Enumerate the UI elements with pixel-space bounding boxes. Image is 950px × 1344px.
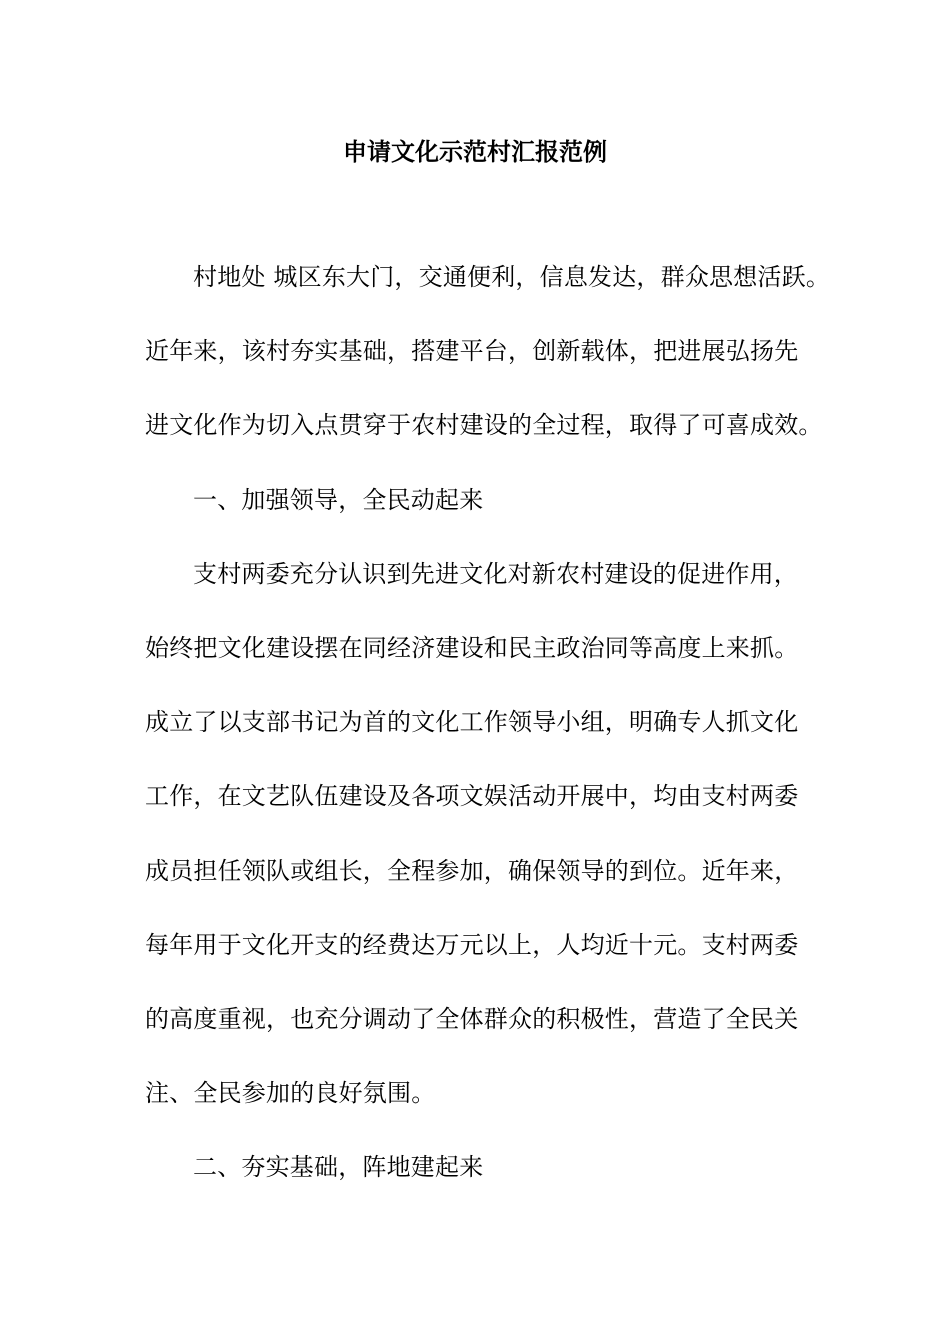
paragraph-line: 村地处 城区东大门，交通便利，信息发达，群众思想活跃。	[193, 263, 831, 291]
document-body	[145, 253, 831, 1217]
paragraph-line: 始终把文化建设摆在同经济建设和民主政治同等高度上来抓。	[145, 633, 799, 662]
paragraph-line: 成立了以支部书记为首的文化工作领导小组，明确专人抓文化	[145, 708, 799, 737]
paragraph-line: 工作，在文艺队伍建设及各项文娱活动开展中，均由支村两委	[145, 782, 799, 811]
section-heading: 二、夯实基础，阵地建起来	[193, 1153, 484, 1182]
paragraph-line: 进文化作为切入点贯穿于农村建设的全过程，取得了可喜成效。	[145, 411, 823, 440]
paragraph-line: 每年用于文化开支的经费达万元以上，人均近十元。支村两委	[145, 930, 799, 959]
paragraph-line: 成员担任领队或组长，全程参加，确保领导的到位。近年来，	[145, 856, 799, 885]
paragraph-line: 近年来，该村夯实基础，搭建平台，创新载体，把进展弘扬先	[145, 337, 799, 366]
section-heading: 一、加强领导，全民动起来	[193, 485, 484, 514]
paragraph-line: 的高度重视，也充分调动了全体群众的积极性，营造了全民关	[145, 1004, 799, 1033]
paragraph-line: 注、全民参加的良好氛围。	[145, 1079, 436, 1108]
paragraph-line: 支村两委充分认识到先进文化对新农村建设的促进作用，	[193, 559, 798, 588]
document-title: 申请文化示范村汇报范例	[343, 137, 607, 166]
